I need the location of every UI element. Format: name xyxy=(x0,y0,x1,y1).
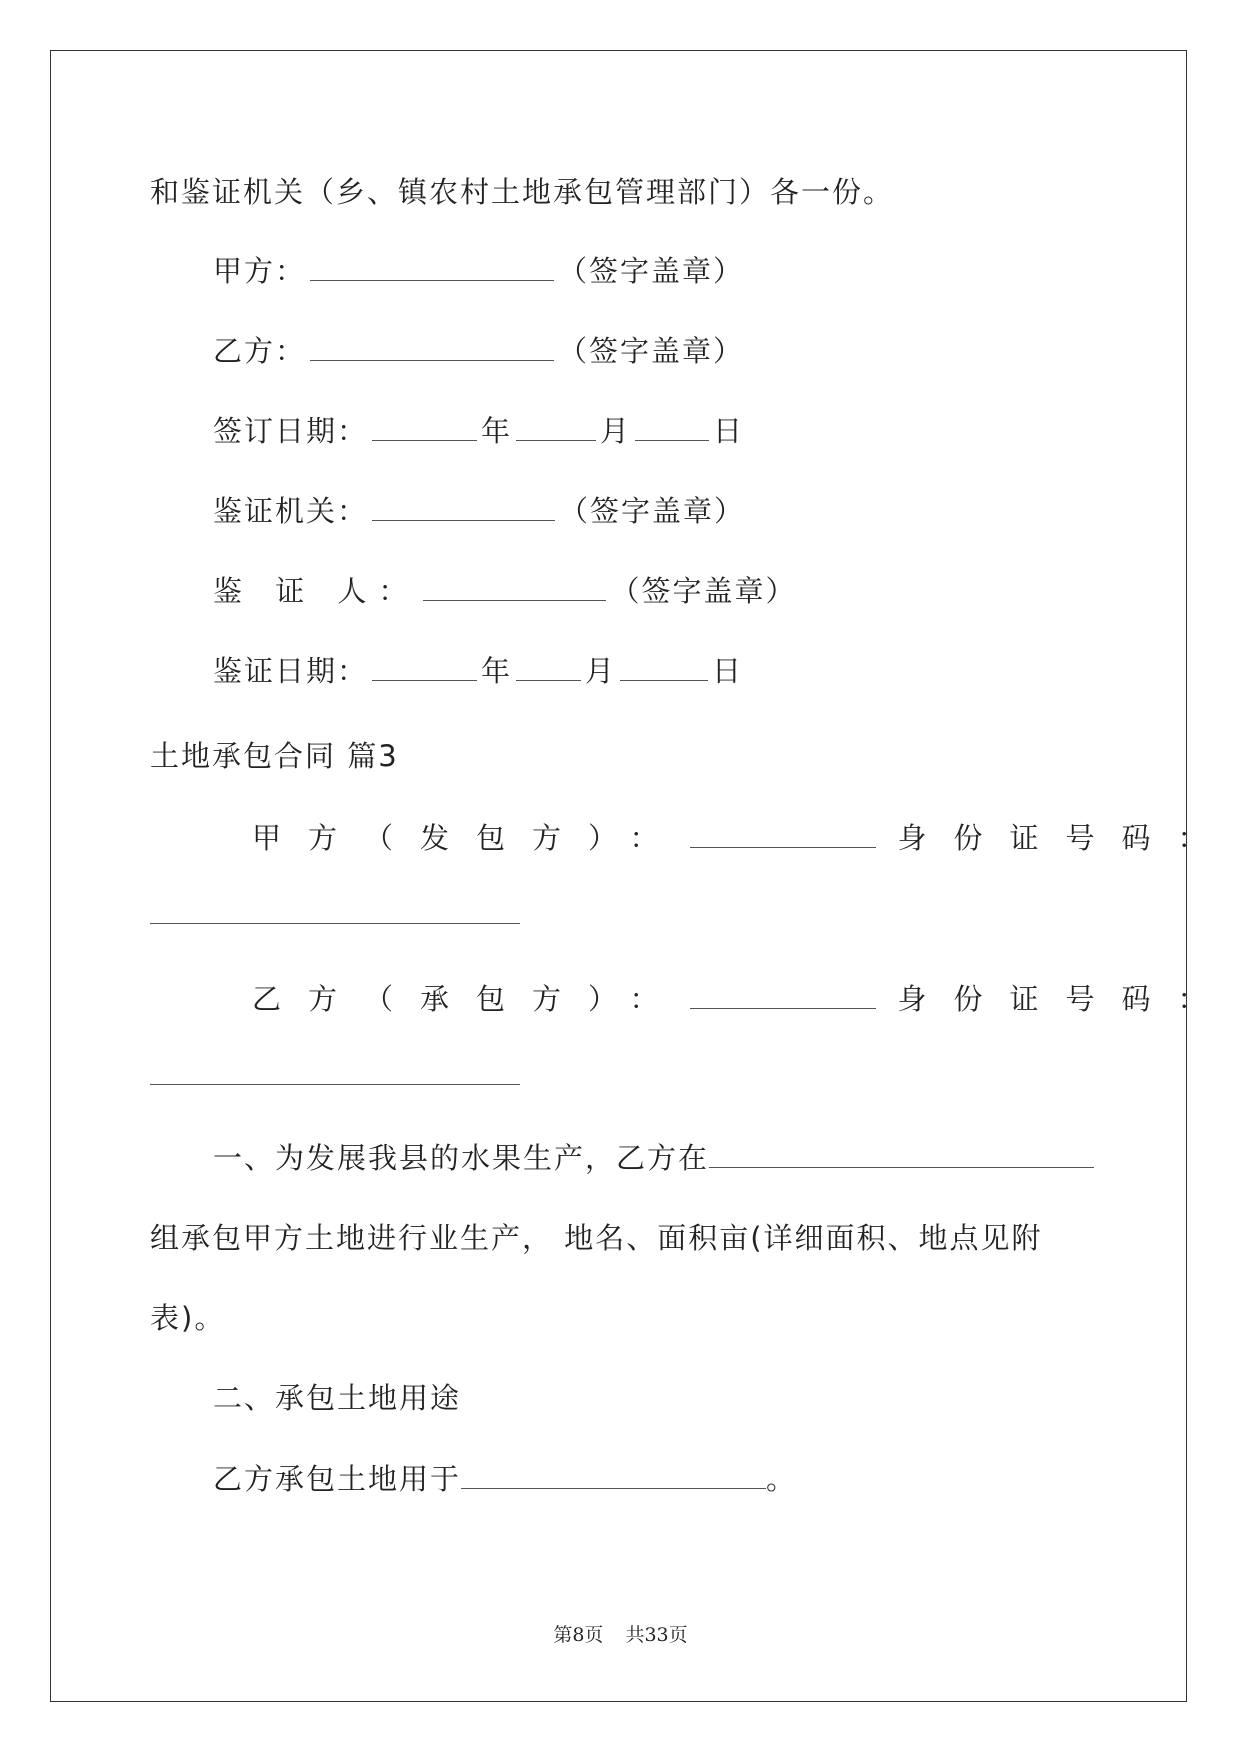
land-use-blank[interactable] xyxy=(461,1458,766,1489)
party-b-sign-line xyxy=(213,330,744,371)
witness-blank[interactable] xyxy=(423,570,606,601)
id-number-label: 身份证号码： xyxy=(897,821,1234,855)
party-b-contractor-label: 乙方（承包方）： xyxy=(252,982,686,1016)
text-line xyxy=(150,172,894,212)
clause-1-line-3 xyxy=(150,1298,225,1338)
party-a-sign-line xyxy=(213,250,744,291)
clause-1-text: 表)。 xyxy=(150,1301,226,1335)
clause-1-text: 一、为发展我县的水果生产，乙方在 xyxy=(213,1141,710,1175)
clause-2-title xyxy=(213,1378,461,1418)
witness-date-label: 鉴证日期： xyxy=(213,654,369,688)
day-label: 日 xyxy=(713,414,745,448)
party-a-issuer-label: 甲方（发包方）： xyxy=(252,821,686,855)
month-blank[interactable] xyxy=(516,650,581,681)
party-a-id-blank[interactable] xyxy=(150,893,520,924)
year-label: 年 xyxy=(481,414,513,448)
page-footer xyxy=(0,1620,1241,1647)
clause-1-text: 组承包甲方土地进行业生产， 地名、面积亩(详细面积、地点见附 xyxy=(150,1221,1043,1255)
sign-suffix: （签字盖章） xyxy=(559,494,746,528)
authority-label: 鉴证机关： xyxy=(213,494,369,528)
party-b-id-line xyxy=(150,1054,520,1095)
sign-date-line xyxy=(213,410,744,451)
page-border xyxy=(50,50,1187,1702)
year-blank[interactable] xyxy=(372,650,477,681)
witness-label: 鉴 证 人： xyxy=(213,574,420,608)
id-number-label: 身份证号码： xyxy=(897,982,1234,1016)
clause-1-blank[interactable] xyxy=(709,1137,1094,1168)
party-a-blank[interactable] xyxy=(310,250,554,281)
witness-line xyxy=(213,570,796,611)
party-a-label: 甲方： xyxy=(213,254,307,288)
party-b-blank[interactable] xyxy=(310,330,554,361)
day-blank[interactable] xyxy=(635,410,709,441)
party-b-contractor-line xyxy=(252,978,1234,1019)
sign-suffix: （签字盖章） xyxy=(610,574,797,608)
party-a-issuer-line xyxy=(252,817,1234,858)
party-b-label: 乙方： xyxy=(213,334,307,368)
month-label: 月 xyxy=(600,414,632,448)
day-label: 日 xyxy=(712,654,744,688)
sign-suffix: （签字盖章） xyxy=(558,254,745,288)
clause-2-title-text: 二、承包土地用途 xyxy=(213,1381,462,1415)
page-number: 第8页 xyxy=(553,1624,604,1646)
year-blank[interactable] xyxy=(372,410,477,441)
section-title xyxy=(150,736,399,776)
sign-date-label: 签订日期： xyxy=(213,414,369,448)
witness-date-line xyxy=(213,650,743,691)
month-label: 月 xyxy=(585,654,617,688)
month-blank[interactable] xyxy=(516,410,596,441)
party-a-id-line xyxy=(150,893,520,934)
clause-2-end: 。 xyxy=(766,1462,798,1496)
sign-suffix: （签字盖章） xyxy=(558,334,745,368)
clause-1-line-1 xyxy=(213,1137,1094,1178)
clause-1-line-2 xyxy=(150,1218,1043,1258)
total-pages: 共33页 xyxy=(625,1624,688,1646)
year-label: 年 xyxy=(481,654,513,688)
section-title-text: 土地承包合同 篇3 xyxy=(150,739,399,773)
day-blank[interactable] xyxy=(620,650,708,681)
clause-2-text: 乙方承包土地用于 xyxy=(213,1462,462,1496)
clause-2-line xyxy=(213,1458,797,1499)
authority-blank[interactable] xyxy=(372,490,555,521)
party-a-name-blank[interactable] xyxy=(690,817,876,848)
paragraph-text: 和鉴证机关（乡、镇农村土地承包管理部门）各一份。 xyxy=(150,175,895,209)
party-b-name-blank[interactable] xyxy=(690,978,876,1009)
party-b-id-blank[interactable] xyxy=(150,1054,520,1085)
authority-line xyxy=(213,490,745,531)
